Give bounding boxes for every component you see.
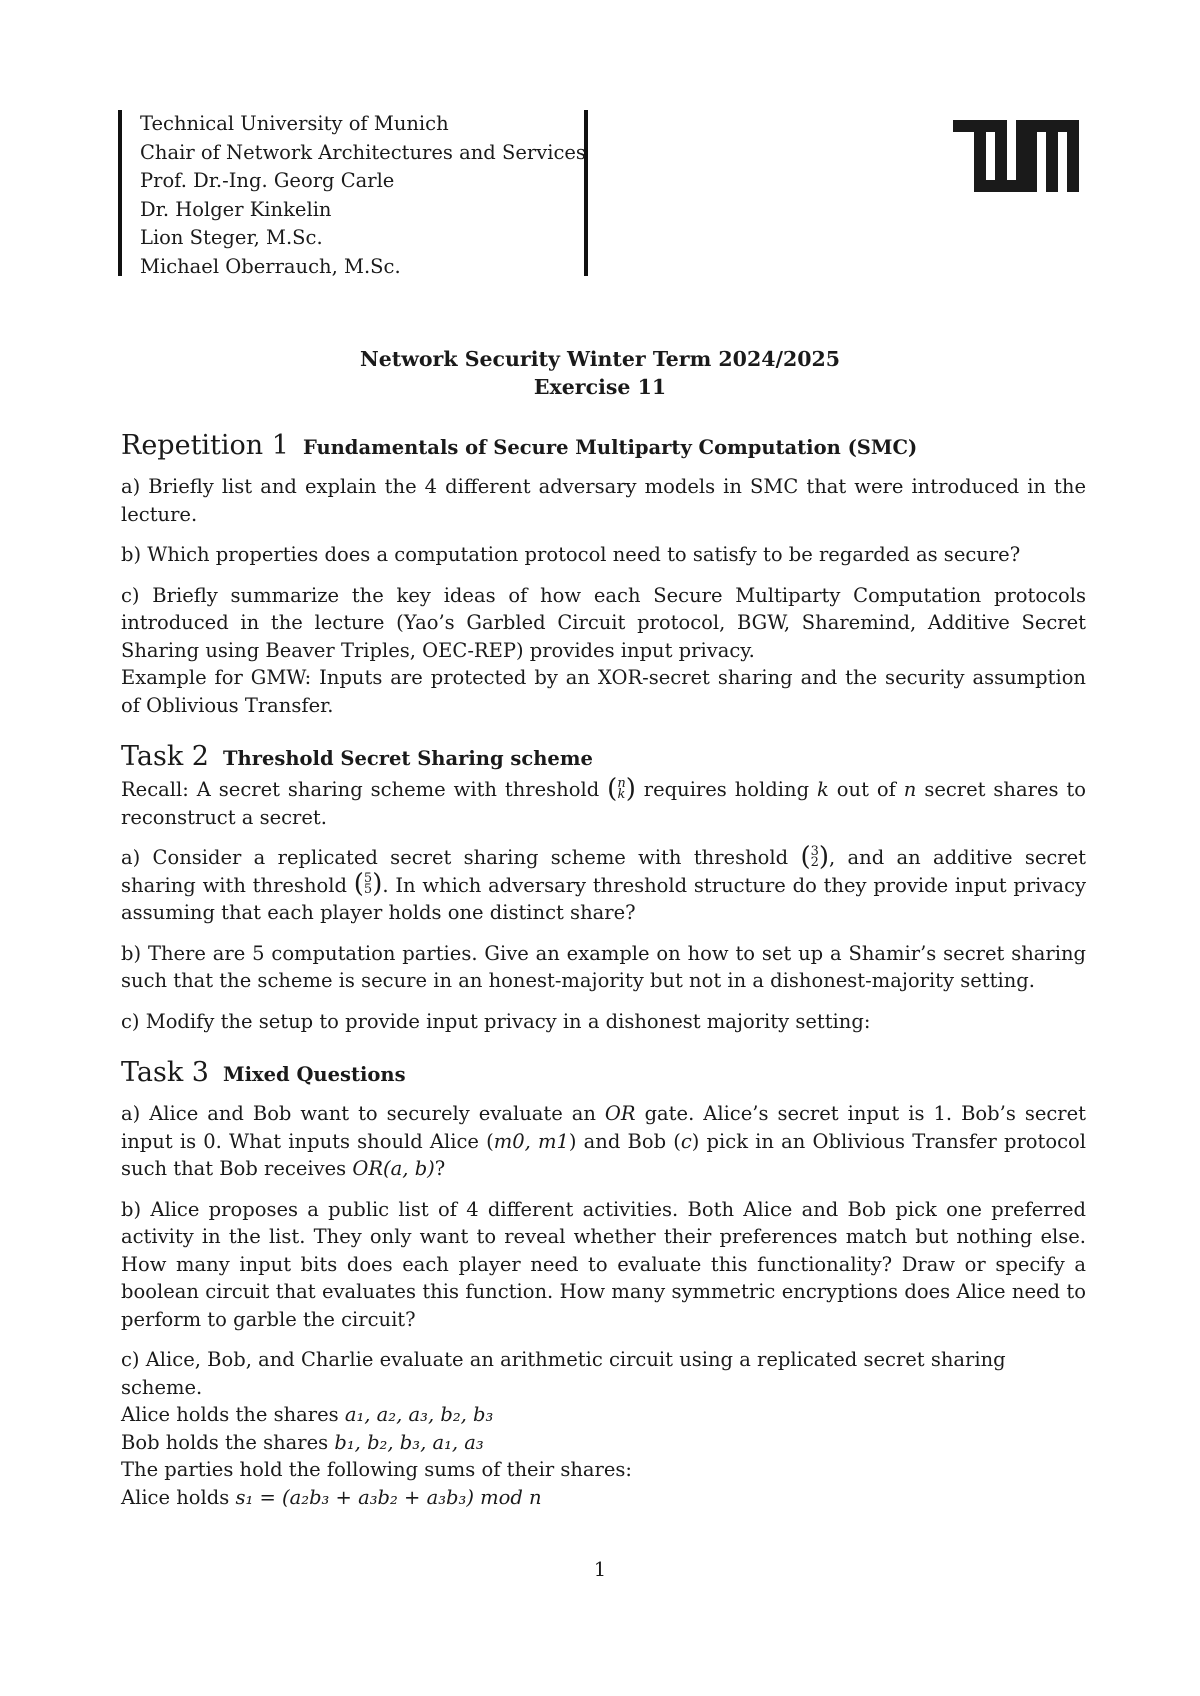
tum-logo-icon [953, 120, 1079, 192]
bob-shares: Bob holds the shares b₁, b₂, b₃, a₁, a₃ [121, 1430, 484, 1454]
course-title: Network Security Winter Term 2024/2025 [359, 347, 841, 371]
exercise-content [121, 430, 1086, 1511]
section-subtitle: Mixed Questions [223, 1063, 406, 1086]
rep1-question-a: a) Briefly list and explain the 4 different adversary models in SMC that were introduced in the lecture. [121, 475, 1086, 526]
document-title [0, 345, 1200, 401]
instructor-name: Dr. Holger Kinkelin [140, 197, 332, 221]
task2-question-a: a) Consider a replicated secret sharing scheme with threshold (3 2), and an additive secret sharing with threshold (5 5). In which adversary threshold structure do they provide input privacy assuming that each player holds one distinct share? [121, 841, 1087, 924]
tutor-name-2: Michael Oberrauch, M.Sc. [140, 254, 401, 278]
rep1-question-b: b) Which properties does a computation protocol need to satisfy to be regarded as secure? [121, 543, 1021, 566]
section-label: Repetition 1 [121, 430, 289, 461]
sums-intro: The parties hold the following sums of their shares: [121, 1458, 632, 1481]
university-name: Technical University of Munich [140, 112, 449, 135]
alice-shares: Alice holds the shares a₁, a₂, a₃, b₂, b₃ [121, 1403, 494, 1426]
task3-question-a: a) Alice and Bob want to securely evaluate an OR gate. Alice’s secret input is 1. Bob’s secret input is 0. What inputs should Alice (m0, m1) and Bob (c) pick in an Oblivious Transfer protocol such that Bob receives OR(a, b)? [121, 1102, 1086, 1180]
author-header [118, 110, 588, 276]
task3-question-c-intro: c) Alice, Bob, and Charlie evaluate an arithmetic circuit using a replicated secret sharing scheme. [121, 1348, 1006, 1399]
repetition-1-heading [121, 430, 1086, 461]
page-number: 1 [593, 1558, 607, 1581]
exercise-title: Exercise 11 [533, 375, 667, 399]
binomial-n-k: (n k) [607, 773, 636, 804]
task-3-heading [121, 1057, 1086, 1088]
tutor-name-1: Lion Steger, M.Sc. [140, 226, 323, 249]
task2-question-c: c) Modify the setup to provide input privacy in a dishonest majority setting: [121, 1009, 871, 1033]
section-label: Task 2 [121, 741, 209, 772]
section-subtitle: Fundamentals of Secure Multiparty Computation (SMC) [302, 436, 918, 459]
professor-name: Prof. Dr.-Ing. Georg Carle [140, 169, 395, 192]
binomial-5-5: (5 5) [353, 869, 383, 899]
alice-sum: Alice holds s₁ = (a₂b₃ + a₃b₂ + a₃b₃) mod n [121, 1485, 542, 1509]
rep1-question-c: c) Briefly summarize the key ideas of how each Secure Multiparty Computation protocols introduced in the lecture (Yao’s Garbled Circuit protocol, BGW, Sharemind, Additive Secret Sharing using Beaver Triples, OEC-REP) provides input privacy. [121, 583, 1086, 662]
section-subtitle: Threshold Secret Sharing scheme [223, 747, 593, 770]
task-2-heading [121, 741, 1086, 772]
task3-question-b: b) Alice proposes a public list of 4 different activities. Both Alice and Bob pick one preferred activity in the list. They only want to reveal whether their preferences match but nothing else. How many input bits does each player need to evaluate this functionality? Draw or specify a boolean circuit that evaluates this function. How many symmetric encryptions does Alice need to perform to garble the circuit? [121, 1197, 1086, 1331]
rep1-example: Example for GMW: Inputs are protected by an XOR-secret sharing and the security assumption of Oblivious Transfer. [121, 666, 1086, 717]
task2-recall: Recall: A secret sharing scheme with threshold (n k) requires holding k out of n secret shares to reconstruct a secret. [121, 773, 1087, 829]
section-label: Task 3 [121, 1057, 209, 1088]
tum-logo [953, 120, 1079, 192]
task2-question-b: b) There are 5 computation parties. Give an example on how to set up a Shamir’s secret sharing such that the scheme is secure in an honest-majority but not in a dishonest-majority setting. [121, 941, 1086, 992]
chair-name: Chair of Network Architectures and Services [140, 140, 586, 164]
binomial-3-2: (3 2) [800, 841, 830, 872]
